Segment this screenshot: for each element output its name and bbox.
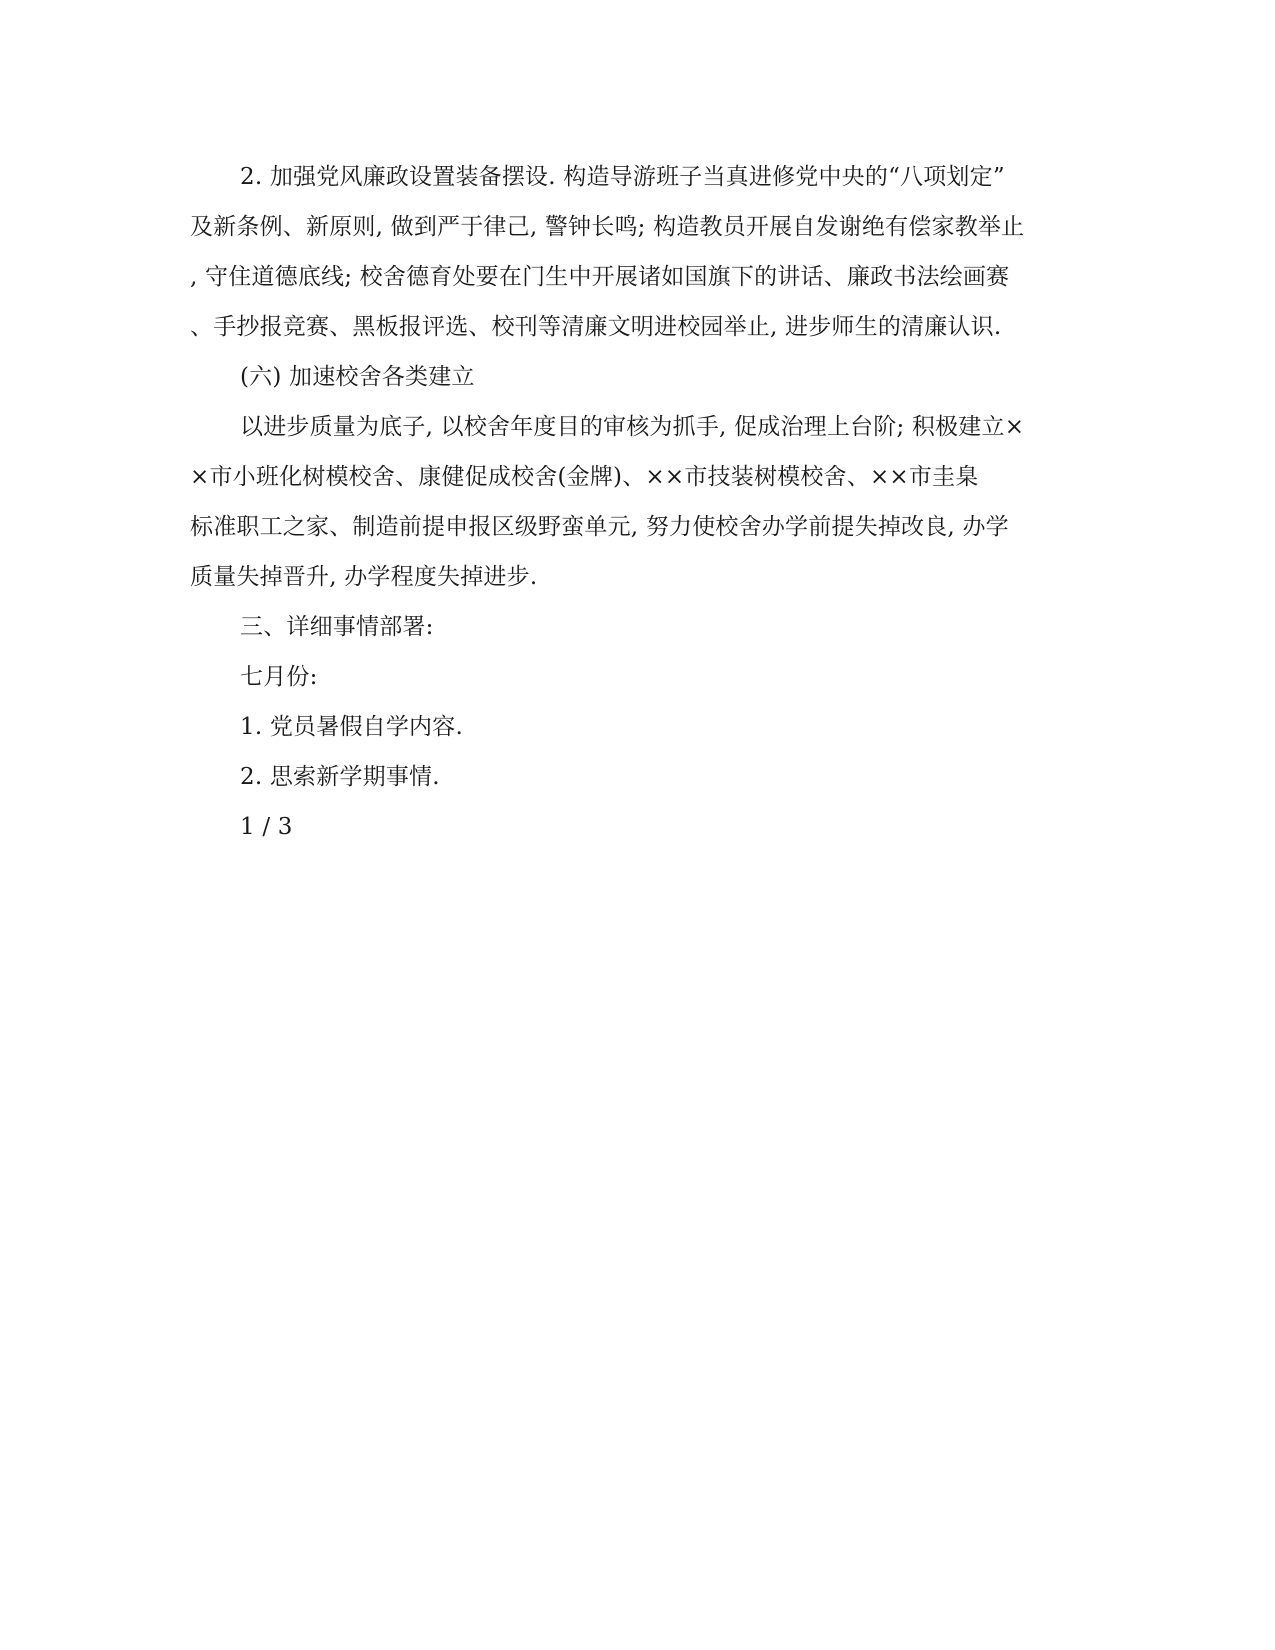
paragraph-line: 2. 加强党风廉政设置装备摆设. 构造导游班子当真进修党中央的“八项划定” [240, 164, 1005, 190]
paragraph-line: 、手抄报竞赛、黑板报评选、校刊等清廉文明进校园举止, 进步师生的清廉认识. [190, 314, 1002, 340]
list-item: 1. 党员暑假自学内容. [240, 714, 463, 740]
paragraph-line: 质量失掉晋升, 办学程度失掉进步. [190, 564, 538, 590]
paragraph-line: 及新条例、新原则, 做到严于律己, 警钟长鸣; 构造教员开展自发谢绝有偿家教举止 [190, 214, 1025, 240]
list-item: 2. 思索新学期事情. [240, 764, 440, 790]
document-body [190, 152, 1080, 852]
paragraph-line: ×市小班化树模校舍、康健促成校舍(金牌)、××市技装树模校舍、××市圭臬 [190, 464, 979, 490]
page-number: 1 / 3 [240, 814, 293, 840]
month-heading: 七月份: [240, 664, 318, 690]
section-heading-6: (六) 加速校舍各类建立 [240, 364, 475, 390]
section-heading-3: 三、详细事情部署: [240, 614, 434, 640]
paragraph-line: 标准职工之家、制造前提申报区级野蛮单元, 努力使校舍办学前提失掉改良, 办学 [190, 514, 1009, 540]
paragraph-line: , 守住道德底线; 校舍德育处要在门生中开展诸如国旗下的讲话、廉政书法绘画赛 [190, 264, 1010, 290]
paragraph-line: 以进步质量为底子, 以校舍年度目的审核为抓手, 促成治理上台阶; 积极建立× [240, 414, 1025, 440]
